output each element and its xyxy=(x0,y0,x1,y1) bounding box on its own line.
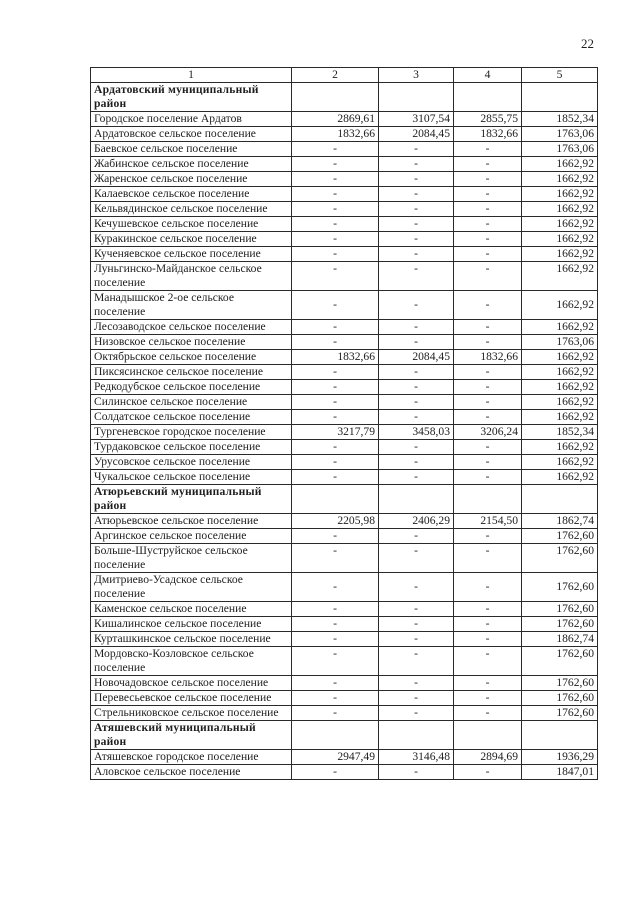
value-cell-c3: - xyxy=(379,676,454,691)
value-cell-c3: - xyxy=(379,365,454,380)
value-cell-c5: 1762,60 xyxy=(522,691,598,706)
value-cell-c3: 3107,54 xyxy=(379,112,454,127)
value-cell-c3: - xyxy=(379,440,454,455)
value-cell-c3: - xyxy=(379,187,454,202)
settlement-name: Больше-Шуструйское сельское поселение xyxy=(91,544,292,573)
value-cell-c4: - xyxy=(454,440,522,455)
value-cell-c4: - xyxy=(454,544,522,573)
value-cell-c4: - xyxy=(454,217,522,232)
table-row xyxy=(91,142,598,157)
table-row xyxy=(91,676,598,691)
table-row xyxy=(91,247,598,262)
table-row xyxy=(91,365,598,380)
value-cell-c4: - xyxy=(454,529,522,544)
value-cell-c3: - xyxy=(379,232,454,247)
value-cell-c5: 1662,92 xyxy=(522,440,598,455)
value-cell-c3: 2084,45 xyxy=(379,350,454,365)
table-row xyxy=(91,455,598,470)
empty-cell xyxy=(292,485,379,514)
table-row xyxy=(91,232,598,247)
value-cell-c2: - xyxy=(292,544,379,573)
table-row xyxy=(91,187,598,202)
value-cell-c5: 1762,60 xyxy=(522,544,598,573)
value-cell-c2: - xyxy=(292,142,379,157)
column-header-1: 1 xyxy=(91,68,292,83)
settlement-name: Кечушевское сельское поселение xyxy=(91,217,292,232)
value-cell-c5: 1662,92 xyxy=(522,247,598,262)
value-cell-c2: - xyxy=(292,470,379,485)
column-header-3: 3 xyxy=(379,68,454,83)
settlement-name: Атюрьевское сельское поселение xyxy=(91,514,292,529)
value-cell-c2: - xyxy=(292,157,379,172)
value-cell-c5: 1763,06 xyxy=(522,142,598,157)
value-cell-c2: 2869,61 xyxy=(292,112,379,127)
value-cell-c5: 1662,92 xyxy=(522,350,598,365)
value-cell-c4: - xyxy=(454,202,522,217)
value-cell-c4: - xyxy=(454,632,522,647)
value-cell-c2: - xyxy=(292,202,379,217)
value-cell-c4: - xyxy=(454,395,522,410)
value-cell-c2: - xyxy=(292,691,379,706)
settlement-name: Манадышское 2-ое сельское поселение xyxy=(91,291,292,320)
value-cell-c5: 1662,92 xyxy=(522,291,598,320)
column-header-4: 4 xyxy=(454,68,522,83)
value-cell-c4: - xyxy=(454,470,522,485)
value-cell-c3: - xyxy=(379,529,454,544)
value-cell-c3: - xyxy=(379,470,454,485)
table-row xyxy=(91,380,598,395)
value-cell-c2: - xyxy=(292,455,379,470)
settlement-name: Калаевское сельское поселение xyxy=(91,187,292,202)
settlement-name: Солдатское сельское поселение xyxy=(91,410,292,425)
table-row xyxy=(91,217,598,232)
value-cell-c4: 2894,69 xyxy=(454,750,522,765)
value-cell-c2: 2947,49 xyxy=(292,750,379,765)
value-cell-c3: - xyxy=(379,217,454,232)
table-row xyxy=(91,750,598,765)
table-row xyxy=(91,706,598,721)
settlement-name: Чукальское сельское поселение xyxy=(91,470,292,485)
value-cell-c5: 1662,92 xyxy=(522,262,598,291)
value-cell-c2: - xyxy=(292,617,379,632)
table-row xyxy=(91,127,598,142)
value-cell-c4: 1832,66 xyxy=(454,350,522,365)
empty-cell xyxy=(292,83,379,112)
table-row xyxy=(91,691,598,706)
value-cell-c4: 3206,24 xyxy=(454,425,522,440)
value-cell-c2: - xyxy=(292,217,379,232)
value-cell-c4: - xyxy=(454,410,522,425)
value-cell-c3: - xyxy=(379,142,454,157)
settlement-name: Пиксясинское сельское поселение xyxy=(91,365,292,380)
value-cell-c5: 1847,01 xyxy=(522,765,598,780)
settlement-name: Дмитриево-Усадское сельское поселение xyxy=(91,573,292,602)
value-cell-c2: - xyxy=(292,647,379,676)
value-cell-c5: 1852,34 xyxy=(522,425,598,440)
table-row xyxy=(91,647,598,676)
value-cell-c5: 1762,60 xyxy=(522,706,598,721)
value-cell-c3: - xyxy=(379,632,454,647)
settlement-name: Каменское сельское поселение xyxy=(91,602,292,617)
section-row xyxy=(91,83,598,112)
value-cell-c5: 1662,92 xyxy=(522,202,598,217)
section-row xyxy=(91,721,598,750)
table-row xyxy=(91,335,598,350)
value-cell-c4: - xyxy=(454,187,522,202)
value-cell-c2: 2205,98 xyxy=(292,514,379,529)
value-cell-c2: - xyxy=(292,765,379,780)
value-cell-c2: 1832,66 xyxy=(292,350,379,365)
value-cell-c5: 1662,92 xyxy=(522,410,598,425)
column-header-2: 2 xyxy=(292,68,379,83)
value-cell-c3: - xyxy=(379,602,454,617)
table-row xyxy=(91,202,598,217)
value-cell-c2: - xyxy=(292,291,379,320)
value-cell-c4: - xyxy=(454,142,522,157)
value-cell-c4: - xyxy=(454,765,522,780)
value-cell-c4: - xyxy=(454,617,522,632)
settlement-name: Урусовское сельское поселение xyxy=(91,455,292,470)
value-cell-c4: - xyxy=(454,602,522,617)
empty-cell xyxy=(379,485,454,514)
value-cell-c4: 2154,50 xyxy=(454,514,522,529)
table-row xyxy=(91,410,598,425)
value-cell-c5: 1762,60 xyxy=(522,617,598,632)
value-cell-c2: - xyxy=(292,335,379,350)
table-row xyxy=(91,172,598,187)
table-row xyxy=(91,765,598,780)
value-cell-c4: - xyxy=(454,262,522,291)
value-cell-c4: - xyxy=(454,691,522,706)
value-cell-c2: - xyxy=(292,410,379,425)
value-cell-c5: 1662,92 xyxy=(522,455,598,470)
table-body xyxy=(91,83,598,780)
value-cell-c5: 1762,60 xyxy=(522,529,598,544)
value-cell-c4: - xyxy=(454,291,522,320)
value-cell-c5: 1936,29 xyxy=(522,750,598,765)
settlement-name: Городское поселение Ардатов xyxy=(91,112,292,127)
settlement-name: Новочадовское сельское поселение xyxy=(91,676,292,691)
value-cell-c3: - xyxy=(379,320,454,335)
settlement-name: Курташкинское сельское поселение xyxy=(91,632,292,647)
value-cell-c2: 1832,66 xyxy=(292,127,379,142)
settlement-name: Кельвядинское сельское поселение xyxy=(91,202,292,217)
district-name: Атяшевский муниципальный район xyxy=(91,721,292,750)
table-row xyxy=(91,544,598,573)
value-cell-c2: - xyxy=(292,365,379,380)
value-cell-c2: - xyxy=(292,380,379,395)
value-cell-c5: 1763,06 xyxy=(522,127,598,142)
value-cell-c2: - xyxy=(292,573,379,602)
empty-cell xyxy=(522,485,598,514)
value-cell-c4: - xyxy=(454,647,522,676)
table-row xyxy=(91,320,598,335)
value-cell-c3: - xyxy=(379,335,454,350)
settlement-name: Луньгинско-Майданское сельское поселение xyxy=(91,262,292,291)
table-row xyxy=(91,632,598,647)
settlement-name: Редкодубское сельское поселение xyxy=(91,380,292,395)
value-cell-c3: - xyxy=(379,691,454,706)
value-cell-c3: - xyxy=(379,706,454,721)
value-cell-c4: - xyxy=(454,365,522,380)
value-cell-c4: - xyxy=(454,157,522,172)
table-row xyxy=(91,573,598,602)
value-cell-c5: 1662,92 xyxy=(522,470,598,485)
value-cell-c5: 1762,60 xyxy=(522,647,598,676)
district-name: Ардатовский муниципальный район xyxy=(91,83,292,112)
value-cell-c2: - xyxy=(292,262,379,291)
value-cell-c3: 3146,48 xyxy=(379,750,454,765)
table-row xyxy=(91,291,598,320)
settlement-name: Перевесьевское сельское поселение xyxy=(91,691,292,706)
table-row xyxy=(91,262,598,291)
value-cell-c3: - xyxy=(379,395,454,410)
value-cell-c3: - xyxy=(379,157,454,172)
empty-cell xyxy=(454,83,522,112)
value-cell-c5: 1662,92 xyxy=(522,157,598,172)
settlement-name: Лесозаводское сельское поселение xyxy=(91,320,292,335)
settlement-name: Октябрьское сельское поселение xyxy=(91,350,292,365)
value-cell-c3: - xyxy=(379,765,454,780)
value-cell-c5: 1762,60 xyxy=(522,602,598,617)
value-cell-c3: 3458,03 xyxy=(379,425,454,440)
table-row xyxy=(91,157,598,172)
settlement-name: Низовское сельское поселение xyxy=(91,335,292,350)
table-row xyxy=(91,395,598,410)
value-cell-c5: 1862,74 xyxy=(522,514,598,529)
value-cell-c2: - xyxy=(292,172,379,187)
value-cell-c4: - xyxy=(454,335,522,350)
value-cell-c3: - xyxy=(379,544,454,573)
settlement-name: Баевское сельское поселение xyxy=(91,142,292,157)
table-row xyxy=(91,602,598,617)
value-cell-c2: - xyxy=(292,247,379,262)
settlement-name: Аргинское сельское поселение xyxy=(91,529,292,544)
value-cell-c5: 1662,92 xyxy=(522,365,598,380)
settlement-name: Стрельниковское сельское поселение xyxy=(91,706,292,721)
table-row xyxy=(91,425,598,440)
value-cell-c5: 1862,74 xyxy=(522,632,598,647)
value-cell-c4: - xyxy=(454,676,522,691)
empty-cell xyxy=(454,721,522,750)
value-cell-c3: - xyxy=(379,202,454,217)
value-cell-c5: 1852,34 xyxy=(522,112,598,127)
table-row xyxy=(91,440,598,455)
value-cell-c4: - xyxy=(454,706,522,721)
value-cell-c4: 2855,75 xyxy=(454,112,522,127)
value-cell-c3: 2406,29 xyxy=(379,514,454,529)
value-cell-c5: 1662,92 xyxy=(522,395,598,410)
value-cell-c3: - xyxy=(379,573,454,602)
value-cell-c5: 1762,60 xyxy=(522,676,598,691)
section-row xyxy=(91,485,598,514)
value-cell-c2: - xyxy=(292,232,379,247)
value-cell-c3: - xyxy=(379,262,454,291)
settlement-name: Турдаковское сельское поселение xyxy=(91,440,292,455)
value-cell-c3: - xyxy=(379,647,454,676)
empty-cell xyxy=(379,721,454,750)
page-number: 22 xyxy=(581,36,594,51)
value-cell-c4: - xyxy=(454,573,522,602)
settlement-name: Куракинское сельское поселение xyxy=(91,232,292,247)
empty-cell xyxy=(292,721,379,750)
value-cell-c2: - xyxy=(292,395,379,410)
value-cell-c3: - xyxy=(379,247,454,262)
value-cell-c5: 1662,92 xyxy=(522,187,598,202)
empty-cell xyxy=(522,83,598,112)
value-cell-c2: 3217,79 xyxy=(292,425,379,440)
settlement-name: Ардатовское сельское поселение xyxy=(91,127,292,142)
empty-cell xyxy=(454,485,522,514)
empty-cell xyxy=(379,83,454,112)
table-row xyxy=(91,350,598,365)
value-cell-c2: - xyxy=(292,320,379,335)
table-row xyxy=(91,514,598,529)
value-cell-c5: 1662,92 xyxy=(522,320,598,335)
district-name: Атюрьевский муниципальный район xyxy=(91,485,292,514)
value-cell-c2: - xyxy=(292,676,379,691)
settlement-name: Кишалинское сельское поселение xyxy=(91,617,292,632)
table-header-row xyxy=(91,68,598,83)
value-cell-c4: - xyxy=(454,232,522,247)
value-cell-c3: - xyxy=(379,410,454,425)
value-cell-c4: - xyxy=(454,380,522,395)
value-cell-c4: - xyxy=(454,247,522,262)
settlement-name: Тургеневское городское поселение xyxy=(91,425,292,440)
value-cell-c3: - xyxy=(379,380,454,395)
settlement-name: Кученяевское сельское поселение xyxy=(91,247,292,262)
value-cell-c2: - xyxy=(292,440,379,455)
settlement-name: Силинское сельское поселение xyxy=(91,395,292,410)
tariff-table xyxy=(90,67,598,780)
table-row xyxy=(91,617,598,632)
value-cell-c2: - xyxy=(292,529,379,544)
value-cell-c3: - xyxy=(379,455,454,470)
settlement-name: Атяшевское городское поселение xyxy=(91,750,292,765)
empty-cell xyxy=(522,721,598,750)
value-cell-c5: 1662,92 xyxy=(522,172,598,187)
value-cell-c5: 1763,06 xyxy=(522,335,598,350)
value-cell-c4: - xyxy=(454,455,522,470)
value-cell-c2: - xyxy=(292,706,379,721)
settlement-name: Мордовско-Козловское сельское поселение xyxy=(91,647,292,676)
value-cell-c2: - xyxy=(292,602,379,617)
value-cell-c2: - xyxy=(292,632,379,647)
value-cell-c5: 1662,92 xyxy=(522,232,598,247)
column-header-5: 5 xyxy=(522,68,598,83)
settlement-name: Жаренское сельское поселение xyxy=(91,172,292,187)
value-cell-c5: 1662,92 xyxy=(522,380,598,395)
value-cell-c2: - xyxy=(292,187,379,202)
value-cell-c4: 1832,66 xyxy=(454,127,522,142)
value-cell-c4: - xyxy=(454,172,522,187)
table-row xyxy=(91,529,598,544)
settlement-name: Аловское сельское поселение xyxy=(91,765,292,780)
table-row xyxy=(91,470,598,485)
value-cell-c3: 2084,45 xyxy=(379,127,454,142)
table-row xyxy=(91,112,598,127)
value-cell-c4: - xyxy=(454,320,522,335)
value-cell-c5: 1662,92 xyxy=(522,217,598,232)
settlement-name: Жабинское сельское поселение xyxy=(91,157,292,172)
value-cell-c3: - xyxy=(379,172,454,187)
value-cell-c3: - xyxy=(379,617,454,632)
value-cell-c5: 1762,60 xyxy=(522,573,598,602)
value-cell-c3: - xyxy=(379,291,454,320)
